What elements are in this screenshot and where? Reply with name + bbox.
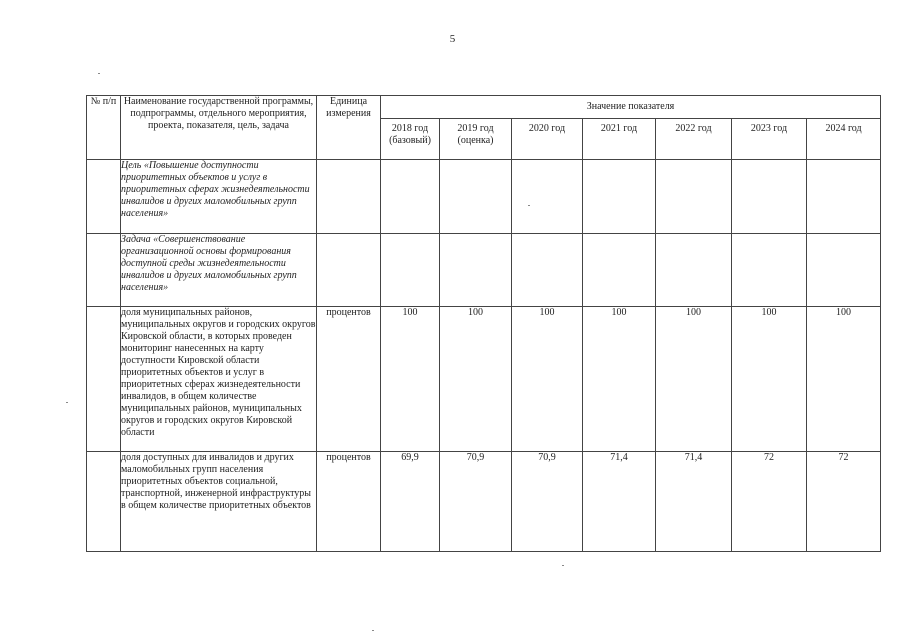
year-label: 2023 год <box>750 123 788 134</box>
header-year-2020 <box>512 119 583 160</box>
indicator-unit: процентов <box>317 307 381 452</box>
indicator-value-2020: 70,9 <box>512 452 583 552</box>
task-value-cell <box>512 234 583 307</box>
header-year-2021 <box>583 119 656 160</box>
indicators-table <box>86 95 881 552</box>
task-row <box>87 234 881 307</box>
year-label: 2018 год <box>391 123 429 134</box>
header-year-2018 <box>381 119 440 160</box>
header-row-1 <box>87 96 881 119</box>
indicator-num <box>87 452 121 552</box>
scan-speck <box>98 73 100 74</box>
indicator-value-2021: 100 <box>583 307 656 452</box>
header-year-2019 <box>440 119 512 160</box>
task-value-cell <box>440 234 512 307</box>
indicator-value-2018: 100 <box>381 307 440 452</box>
header-num: № п/п <box>87 96 121 160</box>
task-text: Задача «Совершенствование организационной основы формирования доступной среды жизнедеятельности инвалидов и других маломобильных групп населения» <box>121 234 317 307</box>
header-year-2024 <box>807 119 881 160</box>
task-value-cell <box>583 234 656 307</box>
goal-value-cell <box>807 160 881 234</box>
indicator-unit: процентов <box>317 452 381 552</box>
goal-row <box>87 160 881 234</box>
goal-value-cell <box>732 160 807 234</box>
task-value-cell <box>381 234 440 307</box>
goal-value-cell <box>656 160 732 234</box>
task-value-cell <box>732 234 807 307</box>
scan-speck <box>562 565 564 566</box>
scan-speck <box>66 402 68 403</box>
year-label: 2020 год <box>528 123 566 134</box>
goal-unit <box>317 160 381 234</box>
year-note: (оценка) <box>457 135 494 146</box>
indicator-value-2022: 71,4 <box>656 452 732 552</box>
header-values: Значение показателя <box>381 96 881 119</box>
goal-value-cell <box>512 160 583 234</box>
scan-speck <box>528 205 530 206</box>
header-year-2023 <box>732 119 807 160</box>
year-label: 2019 год <box>457 123 494 134</box>
year-label: 2022 год <box>675 123 712 134</box>
indicator-num <box>87 307 121 452</box>
indicator-row <box>87 307 881 452</box>
indicator-value-2022: 100 <box>656 307 732 452</box>
scan-speck <box>372 630 374 631</box>
goal-num <box>87 160 121 234</box>
indicator-value-2023: 100 <box>732 307 807 452</box>
indicator-value-2024: 100 <box>807 307 881 452</box>
year-label: 2024 год <box>825 123 862 134</box>
task-value-cell <box>807 234 881 307</box>
header-year-2022 <box>656 119 732 160</box>
goal-value-cell <box>583 160 656 234</box>
indicator-value-2018: 69,9 <box>381 452 440 552</box>
goal-value-cell <box>381 160 440 234</box>
indicator-value-2024: 72 <box>807 452 881 552</box>
indicator-value-2020: 100 <box>512 307 583 452</box>
year-note: (базовый) <box>389 135 431 146</box>
indicator-row <box>87 452 881 552</box>
header-unit: Единица измерения <box>317 96 381 160</box>
indicator-name: доля доступных для инвалидов и других маломобильных групп населения приоритетных объектов социальной, транспортной, инженерной инфраструктуры в общем количестве приоритетных объектов <box>121 452 317 552</box>
goal-value-cell <box>440 160 512 234</box>
indicator-value-2021: 71,4 <box>583 452 656 552</box>
indicator-value-2019: 70,9 <box>440 452 512 552</box>
indicator-value-2019: 100 <box>440 307 512 452</box>
header-name: Наименование государственной программы, подпрограммы, отдельного мероприятия, проекта, показателя, цель, задача <box>121 96 317 160</box>
indicator-name: доля муниципальных районов, муниципальных округов и городских округов Кировской области, в которых проведен мониторинг нанесенных на карту доступности Кировской области приоритетных объектов и услуг в приоритетных сферах жизнедеятельности инвалидов, в общем количестве муниципальных районов, муниципальных округов и городских округов Кировской области <box>121 307 317 452</box>
page-number: 5 <box>449 33 456 45</box>
task-num <box>87 234 121 307</box>
goal-text: Цель «Повышение доступности приоритетных объектов и услуг в приоритетных сферах жизнедеятельности инвалидов и других маломобильных групп населения» <box>121 160 317 234</box>
indicator-value-2023: 72 <box>732 452 807 552</box>
year-label: 2021 год <box>600 123 638 134</box>
task-unit <box>317 234 381 307</box>
task-value-cell <box>656 234 732 307</box>
